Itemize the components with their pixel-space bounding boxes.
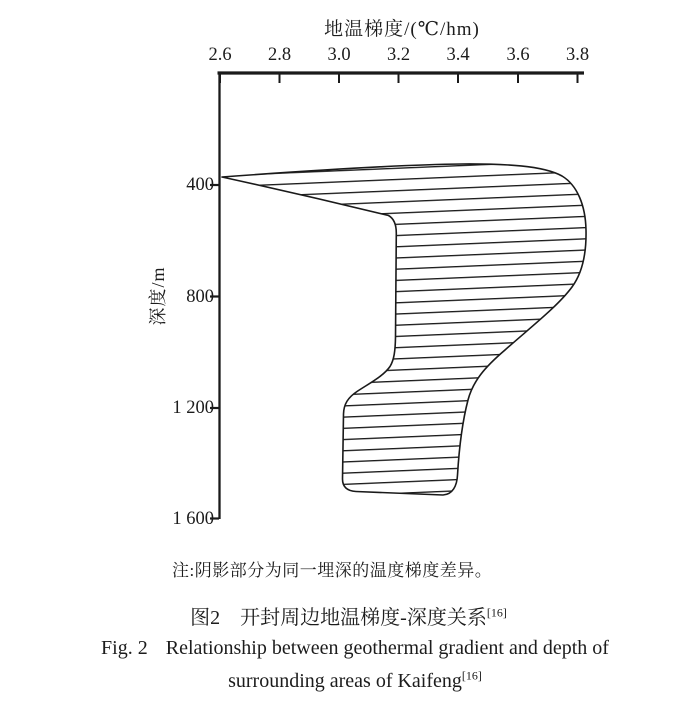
x-tick-label: 3.0 (327, 45, 351, 65)
x-tick-label: 3.6 (506, 45, 530, 65)
x-axis-title: 地温梯度/(℃/hm) (324, 19, 480, 40)
caption-en-label: Fig. 2 (101, 637, 148, 659)
x-axis (218, 73, 585, 83)
y-axis-title: 深度/m (148, 266, 168, 326)
figure-note: 注:阴影部分为同一埋深的温度梯度差异。 (172, 561, 493, 580)
x-tick-label: 3.8 (565, 45, 590, 65)
caption-en-ref: [16] (461, 668, 482, 683)
caption-en-line2 (0, 670, 697, 693)
y-tick-label: 1 600 (172, 508, 214, 529)
caption-zh (0, 601, 697, 630)
y-tick-label: 1 200 (172, 398, 214, 418)
x-tick-label: 3.2 (386, 45, 411, 65)
caption-en-text2: surrounding areas of Kaifeng (228, 670, 462, 692)
caption-zh-label: 图2 (190, 607, 221, 629)
x-tick-label: 2.6 (208, 45, 232, 65)
x-tick-label: 3.4 (446, 45, 470, 65)
caption-zh-ref: [16] (486, 605, 507, 620)
caption-en-text1: Relationship between geothermal gradient and depth of (165, 637, 609, 659)
caption-zh-title: 开封周边地温梯度-深度关系[16] (240, 605, 507, 629)
shaded-gradient-band (222, 164, 586, 495)
y-tick-label: 400 (186, 175, 214, 195)
y-tick-label: 800 (186, 286, 214, 307)
caption-en-line1 (0, 637, 697, 660)
x-tick-label: 2.8 (267, 45, 292, 65)
